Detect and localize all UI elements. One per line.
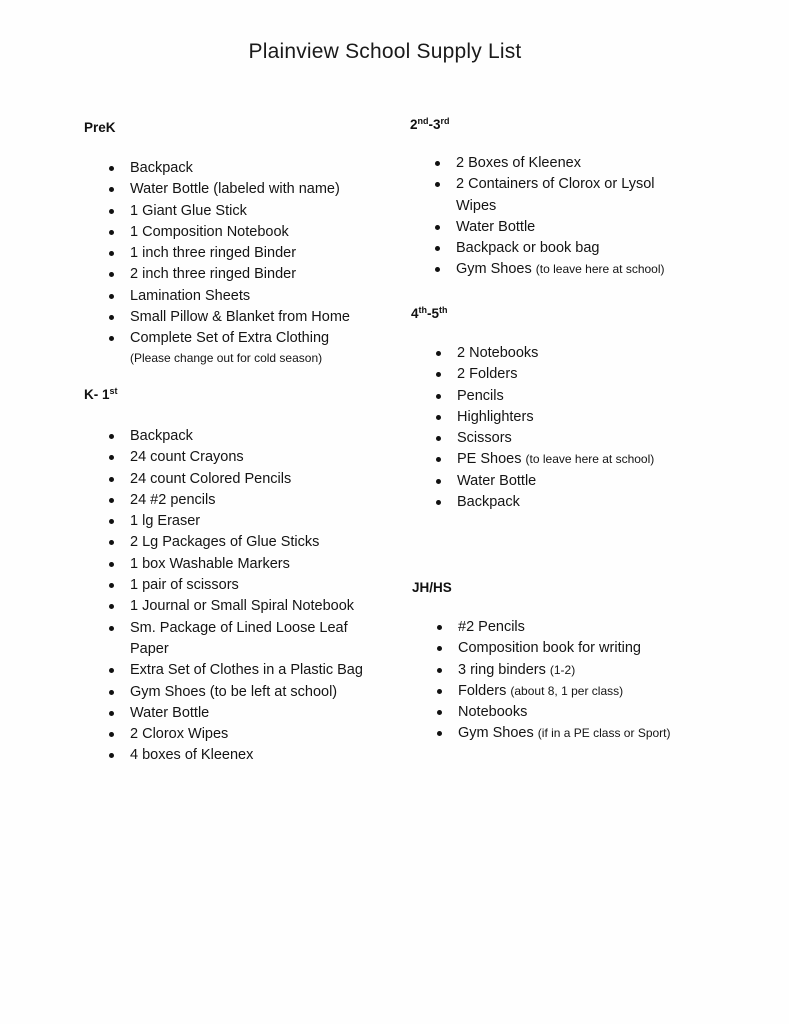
list-item: Sm. Package of Lined Loose Leaf Paper [84,618,358,661]
list-item-label: Folders [458,682,507,699]
clothing-note: (Please change out for cold season) [130,350,323,365]
section-heading-jh-hs: JH/HS [412,580,452,595]
jh-hs-list [412,617,671,745]
list-item: Water Bottle (labeled with name) [84,179,350,200]
list-item: 1 Giant Glue Stick [84,201,350,222]
gym-shoes-note: (if in a PE class or Sport) [537,726,671,741]
list-item: 1 pair of scissors [84,575,363,596]
list-item: 1 Journal or Small Spiral Notebook [84,596,363,617]
list-item: Backpack or book bag [410,238,666,259]
list-item [84,328,350,366]
list-item [412,660,671,681]
section-grade-2-3 [410,116,666,281]
list-item: 24 count Crayons [84,447,363,468]
section-prek [84,119,350,367]
gym-shoes-note: (to leave here at school) [535,262,665,277]
list-item: Scissors [411,428,654,449]
list-item-label: Complete Set of Extra Clothing [130,330,330,347]
folders-note: (about 8, 1 per class) [510,683,624,698]
k1-list [84,426,363,767]
section-heading-prek: PreK [84,120,116,135]
list-item: 1 Composition Notebook [84,222,350,243]
list-item [411,449,654,470]
list-item: Backpack [84,426,363,447]
page-title: Plainview School Supply List [248,40,522,63]
list-item: 1 inch three ringed Binder [84,243,350,264]
list-item-label: Gym Shoes [456,261,532,278]
list-item-label: PE Shoes [457,451,522,468]
binders-note: (1-2) [549,662,576,677]
list-item: 24 count Colored Pencils [84,469,363,490]
grade-4-5-list [411,343,654,513]
list-item-label: 3 ring binders [458,661,546,678]
section-heading-k1: K- 1st [84,386,118,402]
prek-list [84,158,350,367]
grade-2-3-list [410,153,666,281]
section-jh-hs [412,579,671,745]
list-item: Backpack [84,158,350,179]
section-heading-grade-4-5: 4th-5th [411,305,448,321]
section-k1 [84,386,363,767]
list-item: Extra Set of Clothes in a Plastic Bag [84,660,363,681]
list-item: 4 boxes of Kleenex [84,745,363,766]
list-item: Water Bottle [410,217,666,238]
list-item: Notebooks [412,702,671,723]
section-grade-4-5 [411,305,654,513]
list-item: 2 Notebooks [411,343,654,364]
list-item: Composition book for writing [412,638,671,659]
list-item: 2 inch three ringed Binder [84,264,350,285]
list-item [412,723,671,744]
list-item: 1 lg Eraser [84,511,363,532]
list-item: 1 box Washable Markers [84,554,363,575]
pe-shoes-note: (to leave here at school) [525,452,655,467]
list-item: Gym Shoes (to be left at school) [84,682,363,703]
list-item: 24 #2 pencils [84,490,363,511]
section-heading-grade-2-3: 2nd-3rd [410,116,450,132]
list-item: 2 Boxes of Kleenex [410,153,666,174]
list-item: 2 Clorox Wipes [84,724,363,745]
list-item: Backpack [411,492,654,513]
list-item: Lamination Sheets [84,286,350,307]
list-item: 2 Lg Packages of Glue Sticks [84,532,363,553]
list-item: #2 Pencils [412,617,671,638]
list-item: Water Bottle [84,703,363,724]
list-item [410,259,666,280]
list-item: Water Bottle [411,471,654,492]
list-item: Highlighters [411,407,654,428]
list-item: Pencils [411,386,654,407]
list-item: 2 Containers of Clorox or Lysol Wipes [410,174,666,217]
list-item: 2 Folders [411,364,654,385]
list-item: Small Pillow & Blanket from Home [84,307,350,328]
list-item-label: Gym Shoes [458,725,534,742]
list-item [412,681,671,702]
